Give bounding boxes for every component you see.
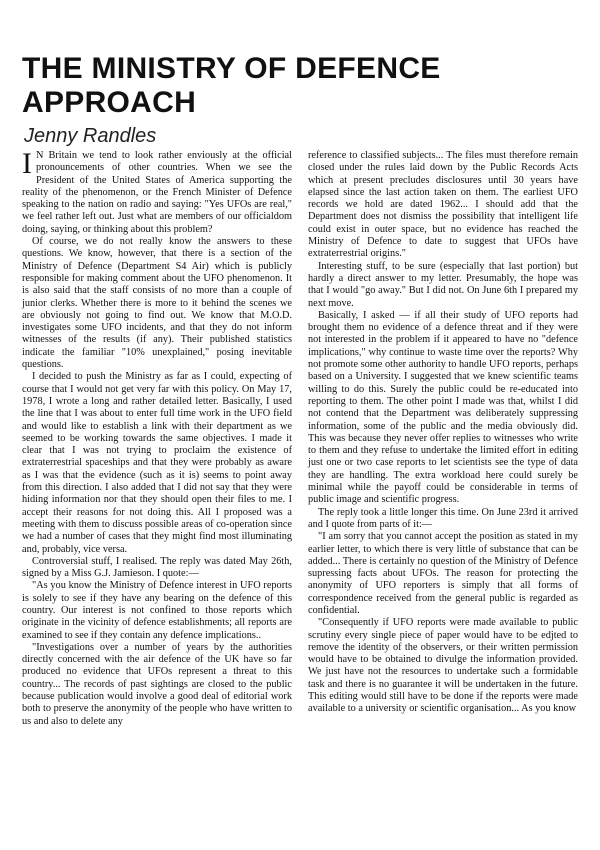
article-author: Jenny Randles xyxy=(24,125,157,147)
paragraph-text: N Britain we tend to look rather enviously at the official pronouncements of other countries. When we see the President of the United States of America supporting the reality of the phenomenon, or the French Minister of Defence speaking to the nation on radio and saying: "Yes UFOs are real," we feel rather left out. Just what are members of our officialdom doing, saying, or thinking about this problem? xyxy=(22,150,292,235)
paragraph xyxy=(22,147,292,236)
paragraph: Basically, I asked — if all their study of UFO reports had brought them no evidence of a defence threat and if they were not interested in the problem if it appeared to have no "defence implications," why continue to waste time over the reports? Why not promote some other authority to handle UFO reports, perhaps based on a University. I suggested that we knew scientific teams willing to do this. Surely the public could be re-educated into reporting to them. The other point I made was that, whilst I did not contend that the Department was deliberately suppressing information, some of the public and the media obviously did. This was because they never offer replies to witnesses who write to them and they refuse to undertake the limited effort in editing just one or two case reports to let scientists see the type of data they are handling. The extra workload here could surely be minimal while the payoff could be considerable in terms of public image and scientific progress. xyxy=(308,309,578,506)
paragraph: "I am sorry that you cannot accept the position as stated in my earlier letter, to which there is very little of substance that can be added... There is certainly no question of the Ministry of Defence supressing facts about UFOs. The reason for protecting the anonymity of UFO reporters is simply that all forms of correspondence received from the general public is regarded as confidential. xyxy=(308,531,578,616)
paragraph: I decided to push the Ministry as far as I could, expecting of course that I would not get very far with this policy. On May 17, 1978, I wrote a long and rather detailed letter. Basically, I used the line that I was about to enter full time work in the UFO field and would like to establish a link with their department as we seemed to be working towards the same objectives. I made it clear that I was not trying to proclaim the existence of extraterrestrial spaceships and that they were probably as aware as I was that the evidence (such as it is) seems to point away from this direction. I also added that I did not say that they were hiding information nor that they should open their files to me. I accept their reasons for not doing this. All I proposed was a meeting with them to discuss possible areas of co-operation since we had a number of cases that they might find most illuminating and, probably, vice versa. xyxy=(22,371,292,555)
article-title: THE MINISTRY OF DEFENCE APPROACH xyxy=(22,52,441,119)
left-column xyxy=(22,147,292,728)
paragraph: "Investigations over a number of years by the authorities directly concerned with the air defence of the UK have so far produced no evidence that UFOs represent a threat to this country... The records of past sightings are closed to the public because publication would involve a good deal of editorial work both to preserve the anonymity of the people who have written to us and also to delete any xyxy=(22,641,292,727)
paragraph: reference to classified subjects... The files must therefore remain closed under the rules laid down by the Public Records Acts which at present precludes disclosures until 30 years have elapsed since the last action taken on them. The earliest UFO records we hold are dated 1962... I should add that the Department does not dismiss the possibility that intelligent life could exist in outer space, but no evidence has reached the Ministry of Defence to date to suggest that UFOs have extraterrestrial origins." xyxy=(308,150,578,260)
drop-cap: I xyxy=(22,147,32,180)
paragraph: Interesting stuff, to be sure (especially that last portion) but hardly a direct answer to my letter. Presumably, the hope was that I would "go away." But I did not. On June 6th I prepared my next move. xyxy=(308,260,578,309)
paragraph: Of course, we do not really know the answers to these questions. We know, however, that there is a section of the Ministry of Defence (Department S4 Air) which is publicly responsible for making comment about the UFO phenomenon. It is also said that the staff consists of no more than a couple of junior clerks. Whether there is more to it behind the scenes we are obviously not going to find out. We know that M.O.D. investigates some UFO incidents, and that they do not inform witnesses of the results (if any). Their published statistics indicate the familiar "10% unexplained," posing inevitable questions. xyxy=(22,236,292,371)
paragraph: "As you know the Ministry of Defence interest in UFO reports is solely to see if they have any bearing on the defence of this country. Our interest is not confined to those reports which originate in the vicinity of defence establishments; all reports are examined to see if they contain any defence implications.. xyxy=(22,580,292,641)
paragraph: The reply took a little longer this time. On June 23rd it arrived and I quote from parts of it:— xyxy=(308,506,578,530)
right-column xyxy=(308,150,578,716)
paragraph: Controversial stuff, I realised. The reply was dated May 26th, signed by a Miss G.J. Jamieson. I quote:— xyxy=(22,555,292,580)
paragraph: "Consequently if UFO reports were made available to public scrutiny every single piece of paper would have to be edjted to remove the identity of the observers, or their written permission would have to be obtained to divulge the information provided. We just have not the resources to undertake such a formidable task and there is no guarantee it will be undertaken in the future. This editing would still have to be done if the reports were made available to a university or scientific organisation... As you know xyxy=(308,617,578,715)
